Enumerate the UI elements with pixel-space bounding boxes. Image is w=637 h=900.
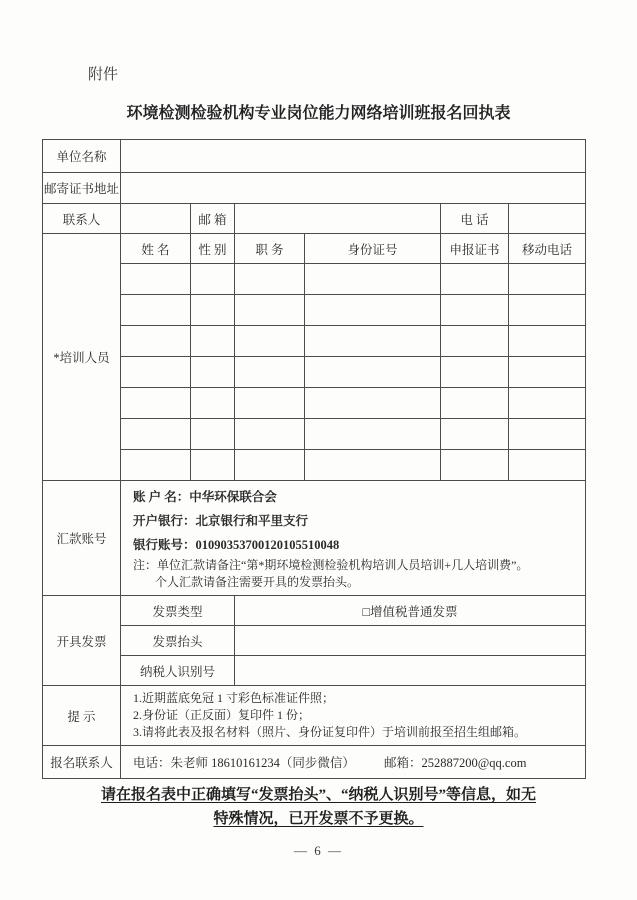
remittance-note-1: 注：单位汇款请备注“第*期环境检测检验机构培训人员培训+几人培训费”。 [133, 558, 529, 572]
trainee-empty-cell [235, 295, 305, 326]
trainee-empty-cell [191, 450, 235, 481]
trainee-empty-cell [305, 450, 441, 481]
footer-note-line-1: 请在报名表中正确填写“发票抬头”、“纳税人识别号”等信息，如无 [100, 787, 536, 803]
registration-contact-details [121, 746, 586, 779]
contact-label: 联系人 [43, 204, 121, 234]
trainee-empty-cell [305, 295, 441, 326]
email-label: 邮 箱 [191, 204, 235, 234]
trainee-empty-cell [441, 264, 509, 295]
attachment-label: 附件 [88, 67, 119, 83]
tips-label: 提 示 [43, 686, 121, 746]
footer-note-line-2: 特殊情况，已开发票不予更换。 [213, 811, 424, 827]
trainee-empty-cell [441, 450, 509, 481]
remittance-note-2: 个人汇款请备注需要开具的发票抬头。 [155, 575, 360, 589]
invoice-type-checkbox-value: □增值税普通发票 [235, 596, 586, 626]
invoice-label: 开具发票 [43, 596, 121, 686]
trainee-empty-cell [121, 264, 191, 295]
registration-contact-row [43, 746, 586, 779]
trainee-empty-cell [191, 326, 235, 357]
unit-name-row [43, 140, 586, 173]
trainee-empty-cell [121, 357, 191, 388]
trainee-empty-row [43, 388, 586, 419]
contact-row [43, 204, 586, 234]
trainee-col-gender: 性 别 [191, 234, 235, 264]
trainee-empty-cell [441, 388, 509, 419]
trainee-empty-cell [235, 326, 305, 357]
tips-line-3: 3.请将此表及报名材料（照片、身份证复印件）于培训前报至招生组邮箱。 [133, 725, 527, 739]
trainee-empty-cell [235, 357, 305, 388]
trainee-empty-cell [235, 419, 305, 450]
tips-line-2: 2.身份证（正反面）复印件 1 份； [133, 708, 311, 722]
trainee-empty-cell [191, 295, 235, 326]
remittance-row [43, 481, 586, 596]
trainee-empty-row [43, 295, 586, 326]
trainee-empty-cell [121, 326, 191, 357]
tips-line-1: 1.近期蓝底免冠 1 寸彩色标准证件照； [133, 691, 335, 705]
trainee-empty-cell [509, 388, 586, 419]
tips-row [43, 686, 586, 746]
trainee-section [43, 234, 586, 481]
trainee-empty-cell [235, 264, 305, 295]
mailing-address-label: 邮寄证书地址 [43, 173, 121, 204]
tips-content [121, 686, 586, 746]
remittance-account-name: 账 户 名：中华环保联合会 [133, 490, 277, 504]
trainee-empty-cell [235, 388, 305, 419]
contact-name-cell [121, 204, 191, 234]
trainee-empty-cell [441, 326, 509, 357]
invoice-type-row [43, 596, 586, 626]
trainee-empty-row [43, 450, 586, 481]
trainee-empty-row [43, 357, 586, 388]
registration-contact-phone: 电话：朱老师 18610161234（同步微信） [133, 756, 355, 770]
trainee-col-name: 姓 名 [121, 234, 191, 264]
footer-note [0, 783, 637, 831]
phone-label: 电 话 [441, 204, 509, 234]
form-title: 环境检测检验机构专业岗位能力网络培训班报名回执表 [126, 105, 511, 122]
registration-form-table [42, 139, 586, 779]
trainee-empty-cell [441, 419, 509, 450]
remittance-details [121, 481, 586, 596]
unit-name-cell [121, 140, 586, 173]
trainee-empty-cell [509, 326, 586, 357]
taxpayer-id-label: 纳税人识别号 [121, 656, 235, 686]
trainee-col-mobile: 移动电话 [509, 234, 586, 264]
invoice-title-cell [235, 626, 586, 656]
trainee-empty-cell [235, 450, 305, 481]
trainee-empty-row [43, 326, 586, 357]
trainee-empty-cell [121, 450, 191, 481]
trainee-empty-cell [305, 388, 441, 419]
trainee-empty-cell [509, 450, 586, 481]
trainee-header-row [43, 234, 586, 264]
mailing-address-cell [121, 173, 586, 204]
trainee-col-position: 职 务 [235, 234, 305, 264]
unit-name-label: 单位名称 [43, 140, 121, 173]
registration-contact-email: 邮箱：252887200@qq.com [384, 756, 527, 770]
taxpayer-id-cell [235, 656, 586, 686]
trainee-empty-cell [305, 419, 441, 450]
trainee-empty-cell [191, 357, 235, 388]
remittance-bank: 开户银行：北京银行和平里支行 [133, 514, 309, 528]
trainee-empty-cell [509, 264, 586, 295]
trainee-empty-row [43, 264, 586, 295]
email-cell [235, 204, 441, 234]
trainee-empty-cell [121, 419, 191, 450]
trainee-empty-cell [509, 419, 586, 450]
trainees-label: *培训人员 [43, 234, 121, 481]
trainee-col-certificate: 申报证书 [441, 234, 509, 264]
remittance-label: 汇款账号 [43, 481, 121, 596]
trainee-empty-cell [441, 295, 509, 326]
trainee-empty-cell [121, 295, 191, 326]
taxpayer-id-row [43, 656, 586, 686]
trainee-empty-cell [191, 419, 235, 450]
trainee-empty-cell [191, 264, 235, 295]
trainee-empty-cell [509, 295, 586, 326]
trainee-empty-row [43, 419, 586, 450]
trainee-empty-cell [191, 388, 235, 419]
trainee-empty-cell [305, 326, 441, 357]
trainee-empty-cell [509, 357, 586, 388]
trainee-col-id-number: 身份证号 [305, 234, 441, 264]
remittance-account-number: 银行账号：01090353700120105510048 [133, 538, 340, 552]
registration-contact-label: 报名联系人 [43, 746, 121, 779]
invoice-title-label: 发票抬头 [121, 626, 235, 656]
trainee-empty-cell [305, 264, 441, 295]
invoice-title-row [43, 626, 586, 656]
page-number: — 6 — [294, 843, 343, 858]
trainee-empty-cell [121, 388, 191, 419]
trainee-empty-cell [441, 357, 509, 388]
mailing-address-row [43, 173, 586, 204]
invoice-type-label: 发票类型 [121, 596, 235, 626]
trainee-empty-cell [305, 357, 441, 388]
phone-cell [509, 204, 586, 234]
